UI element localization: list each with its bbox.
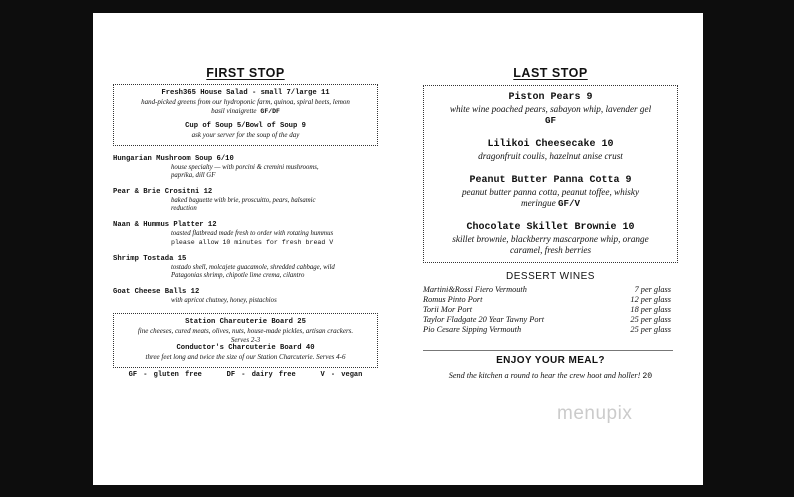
item-description: with apricot chutney, honey, pistachios — [171, 296, 277, 304]
enjoy-title: ENJOY YOUR MEAL? — [496, 355, 605, 366]
item-name: Station Charcuterie Board 25 — [185, 318, 306, 327]
wine-name: Romus Pinto Port — [423, 295, 483, 304]
item-name: Conductor's Charcuterie Board 40 — [176, 344, 315, 353]
dessert-box — [423, 85, 678, 263]
send-text: Send the kitchen a round to hear the crew hoot and holler! — [448, 371, 643, 380]
diet-tag: GF/V — [557, 198, 581, 209]
wine-name: Martini&Rossi Fiero Vermouth — [423, 285, 527, 294]
wine-name: Taylor Fladgate 20 Year Tawny Port — [423, 315, 545, 324]
send-price: 20 — [642, 372, 653, 381]
wine-row — [423, 315, 671, 325]
dessert-item — [430, 222, 671, 256]
first-stop-column — [113, 66, 378, 379]
item-description-cont: basil vinaigrette — [211, 106, 257, 115]
item-name: Shrimp Tostada 15 — [113, 254, 187, 263]
item-description-cont: Serves 2-3 — [230, 335, 261, 344]
appetizer-list — [113, 155, 378, 306]
item-description: tostado shell, molcajete guacamole, shredded cabbage, wild — [171, 263, 335, 271]
item-description-cont: Patagonias shrimp, chipotle lime crema, cilantro — [171, 271, 305, 279]
diet-tag: GF — [544, 115, 557, 126]
dessert-item — [430, 175, 671, 209]
item-description: fine cheeses, cured meats, olives, nuts, house-made pickles, artisan crackers. — [137, 327, 354, 336]
item-description: ask your server for the soup of the day — [191, 131, 300, 139]
dessert-description: peanut butter panna cotta, peanut toffee, whisky — [461, 187, 640, 197]
wine-price: 25 per glass — [630, 325, 671, 334]
item-name: Fresh365 House Salad - small 7/large 11 — [161, 89, 330, 97]
dessert-description: dragonfruit coulis, hazelnut anise crust — [478, 151, 623, 161]
diet-legend: GF - gluten free DF - dairy free V - vegan — [128, 370, 363, 379]
item-description-cont: reduction — [171, 205, 197, 213]
dessert-item — [430, 139, 671, 162]
wine-name: Torii Mor Port — [423, 305, 473, 314]
dessert-name: Peanut Butter Panna Cotta 9 — [469, 175, 632, 186]
wine-row — [423, 285, 671, 295]
menu-item — [113, 288, 378, 305]
first-stop-title: FIRST STOP — [206, 66, 285, 80]
section-divider — [423, 350, 673, 351]
dessert-name: Lilikoi Cheesecake 10 — [487, 139, 614, 150]
wine-price: 18 per glass — [630, 305, 671, 314]
wine-price: 25 per glass — [630, 315, 671, 324]
menu-item — [113, 221, 378, 246]
last-stop-title: LAST STOP — [513, 66, 588, 80]
menu-item — [120, 89, 371, 116]
item-description: baked baguette with brie, proscuitto, pears, balsamic — [171, 196, 316, 204]
wine-row — [423, 305, 671, 315]
menu-item — [120, 344, 371, 362]
item-description-cont: paprika, dill GF — [171, 171, 216, 179]
wine-price: 12 per glass — [630, 295, 671, 304]
diet-tag: GF/DF — [256, 107, 280, 115]
dessert-description-cont: meringue — [520, 198, 558, 208]
wine-name: Pio Cesare Sipping Vermouth — [423, 325, 522, 334]
menu-item — [120, 318, 371, 344]
item-description: house specialty — with porcini & cremini mushrooms, — [171, 163, 319, 171]
wine-list — [423, 285, 671, 335]
item-name: Pear & Brie Crositni 12 — [113, 187, 213, 196]
charcuterie-box — [113, 313, 378, 368]
menu-item — [113, 188, 378, 213]
dessert-description: white wine poached pears, sabayon whip, lavender gel — [449, 104, 652, 114]
dessert-name: Piston Pears 9 — [508, 92, 593, 103]
menu-item — [113, 155, 378, 180]
wine-row — [423, 325, 671, 335]
item-name: Cup of Soup 5/Bowl of Soup 9 — [185, 122, 306, 130]
wine-row — [423, 295, 671, 305]
menupix-watermark: menupix — [557, 403, 633, 424]
menu-item — [113, 255, 378, 280]
dessert-description-cont: caramel, fresh berries — [509, 245, 592, 255]
dessert-description: skillet brownie, blackberry mascarpone whip, orange — [452, 234, 649, 244]
dessert-item — [430, 92, 671, 126]
send-round-note — [423, 371, 678, 381]
item-description: three feet long and twice the size of our Station Charcuterie. Serves 4-6 — [145, 353, 346, 362]
item-description: toasted flatbread made fresh to order with rotating hummus — [171, 230, 334, 238]
salad-soup-box — [113, 84, 378, 146]
item-name: Naan & Hummus Platter 12 — [113, 221, 217, 230]
item-name: Hungarian Mushroom Soup 6/10 — [113, 154, 234, 163]
wine-price: 7 per glass — [634, 285, 671, 294]
menu-item — [120, 122, 371, 140]
dessert-name: Chocolate Skillet Brownie 10 — [466, 222, 635, 233]
item-note: please allow 10 minutes for fresh bread V — [171, 238, 334, 246]
item-description: hand-picked greens from our hydroponic farm, quinoa, spiral beets, lemon — [141, 98, 350, 106]
dessert-wines-title: DESSERT WINES — [506, 271, 595, 282]
last-stop-column — [423, 66, 678, 381]
item-name: Goat Cheese Balls 12 — [113, 287, 200, 296]
